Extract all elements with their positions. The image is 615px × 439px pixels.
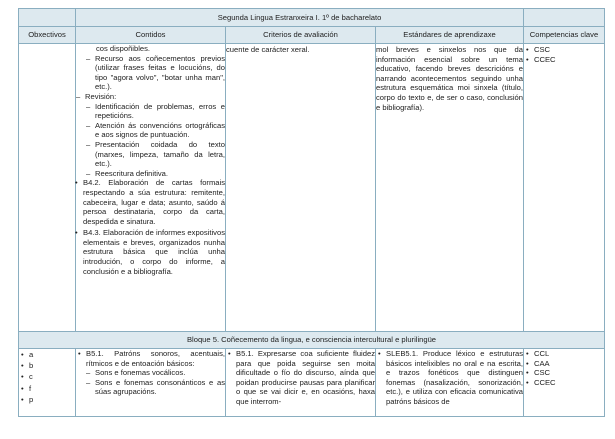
list-item: • CCEC [524, 378, 604, 388]
competencias-cell [524, 349, 605, 417]
list-item: • CCL [524, 349, 604, 359]
column-header-row [19, 27, 605, 44]
header-criterios: Criterios de avaliación [226, 27, 376, 44]
contidos-cell [76, 44, 226, 332]
criterios-cell [226, 349, 376, 417]
blank-header-cell [19, 9, 76, 27]
list-item: • B5.1. Expresarse coa suficiente fluidez para que poida seguirse sen moita dificultade o fío do discurso, aínda que poidan producirse pausas para planificar o que se vai dicir e, en ocasións, haxa que interrom- [226, 349, 375, 407]
list-item: – Identificación de problemas, erros e repeticións. [85, 102, 225, 121]
continued-text: cos dispoñibles. [96, 44, 151, 53]
contidos-cell [76, 349, 226, 417]
obxectivos-list [19, 349, 75, 405]
obxectivos-cell [19, 349, 76, 417]
dash-list [85, 54, 225, 92]
title-row [19, 9, 605, 27]
obxectivos-cell [19, 44, 76, 332]
list-item: – Revisión: [75, 92, 225, 102]
list-item: • B4.2. Elaboración de cartas formais respectando a súa estrutura: remitente, cabeceira, lugar e data; asunto, saúdo á persoa destinataria, corpo da carta, despedida e sinatura. [73, 178, 225, 226]
list-item: – Presentación coidada do texto (marxes, limpeza, tamaño da letra, etc.). [85, 140, 225, 169]
bullet-list [376, 349, 523, 407]
list-item: – Recurso aos coñecementos previos (utilizar frases feitas e locucións, do tipo "agora volvo", "botar unha man", etc.). [85, 54, 225, 92]
blank-header-cell [524, 9, 605, 27]
criterios-cell: cuente de carácter xeral. [226, 44, 376, 332]
table-row [19, 349, 605, 417]
list-item: • SLEB5.1. Produce léxico e estruturas básicos intelixibles no oral e na escrita, e trazos fonéticos que distinguen fonemas (nasalización, sonorización, etc.), e utiliza con eficacia comunicativa patróns básicos de [376, 349, 523, 407]
list-item: • CAA [524, 359, 604, 369]
bullet-list [73, 178, 225, 276]
list-item: • CCEC [524, 55, 604, 65]
list-item: • CSC [524, 368, 604, 378]
list-item: – Atención ás convencións ortográficas e aos signos de puntuación. [85, 121, 225, 140]
header-contidos: Contidos [76, 27, 226, 44]
list-item: – Sons e fonemas vocálicos. [85, 368, 225, 378]
list-item: • CSC [524, 45, 604, 55]
bullet-list [226, 349, 375, 407]
competencias-list [524, 349, 604, 387]
bullet-list [76, 349, 225, 368]
estandares-cell: mol breves e sinxelos nos que da información esencial sobre un tema educativo, facendo breves descricións e narrando acontecementos seguindo unha estrutura esquemática moi sinxela (título, corpo do texto e, de ser o caso, conclusión e bibliografía). [376, 44, 524, 332]
section-title: Bloque 5. Coñecemento da lingua, e consciencia intercultural e plurilingüe [19, 332, 605, 349]
competencias-list [524, 45, 604, 64]
dash-list [75, 92, 225, 102]
table-title: Segunda Lingua Estranxeira I. 1º de bacharelato [76, 9, 524, 27]
header-competencias: Competencias clave [524, 27, 605, 44]
list-item: • b [19, 360, 75, 371]
competencias-cell [524, 44, 605, 332]
dash-list [85, 102, 225, 179]
list-item: • B5.1. Patróns sonoros, acentuais, rítmicos e de entoación básicos: [76, 349, 225, 368]
list-item: – Reescritura definitiva. [85, 169, 225, 179]
list-item: • B4.3. Elaboración de informes expositivos elementais e breves, organizados nunha estrutura básica que inclúa unha introdución, o corpo do informe, a conclusión e a bibliografía. [73, 228, 225, 276]
header-obxectivos: Obxectivos [19, 27, 76, 44]
curriculum-table [18, 8, 605, 417]
section-row [19, 332, 605, 349]
list-item: • a [19, 349, 75, 360]
list-item: – Sons e fonemas consonánticos e as súas agrupacións. [85, 378, 225, 397]
header-estandares: Estándares de aprendizaxe [376, 27, 524, 44]
table-row [19, 44, 605, 332]
list-item: • c [19, 371, 75, 382]
dash-list [85, 368, 225, 397]
list-item: • f [19, 383, 75, 394]
list-item: • p [19, 394, 75, 405]
estandares-cell [376, 349, 524, 417]
